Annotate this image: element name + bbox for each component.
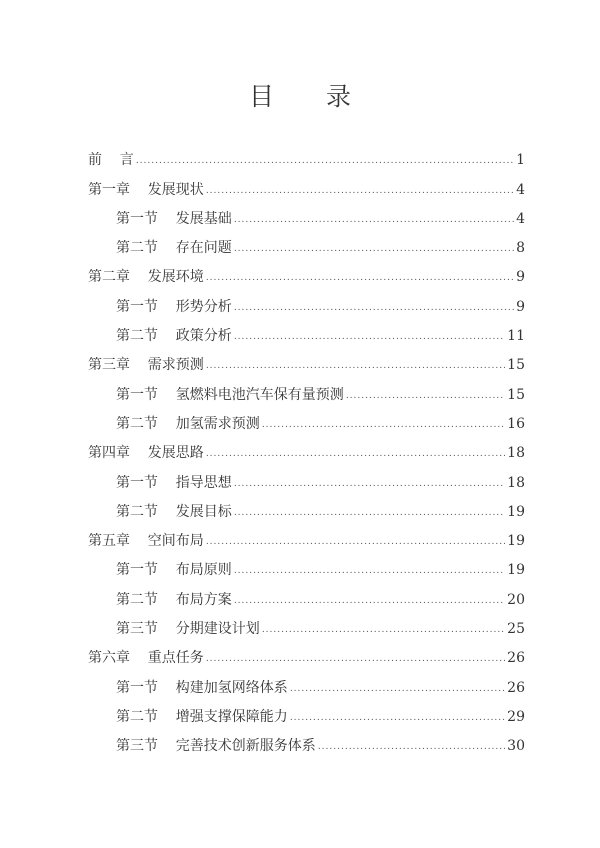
toc-entry[interactable] bbox=[88, 257, 525, 286]
toc-leader-dots bbox=[136, 157, 514, 166]
toc-entry-label: 第一节 氢燃料电池汽车保有量预测 bbox=[116, 386, 344, 403]
toc-leader-dots bbox=[206, 362, 505, 371]
toc-leader-dots bbox=[234, 480, 505, 489]
toc-entry[interactable] bbox=[88, 550, 525, 579]
toc-page-number: 16 bbox=[507, 415, 525, 432]
toc-entry-label: 第六章 重点任务 bbox=[88, 650, 204, 667]
toc-entry-label: 第一节 构建加氢网络体系 bbox=[116, 679, 288, 696]
toc-entry[interactable] bbox=[88, 638, 525, 667]
toc-leader-dots bbox=[234, 567, 505, 576]
toc-entry-label: 第二节 存在问题 bbox=[116, 240, 232, 257]
toc-leader-dots bbox=[290, 714, 505, 723]
toc-entry[interactable] bbox=[88, 697, 525, 726]
toc-leader-dots bbox=[206, 187, 514, 196]
toc-entry-label: 第二节 布局方案 bbox=[116, 591, 232, 608]
toc-entry[interactable] bbox=[88, 404, 525, 433]
toc-page-number: 26 bbox=[507, 650, 525, 667]
toc-entry[interactable] bbox=[88, 667, 525, 696]
toc-page-number: 4 bbox=[516, 210, 525, 227]
toc-entry[interactable] bbox=[88, 345, 525, 374]
toc-leader-dots bbox=[206, 274, 514, 283]
toc-leader-dots bbox=[234, 245, 514, 254]
toc-entry[interactable] bbox=[88, 199, 525, 228]
toc-entry-label: 第二章 发展环境 bbox=[88, 269, 204, 286]
toc-leader-dots bbox=[234, 304, 514, 313]
toc-leader-dots bbox=[234, 333, 505, 342]
toc-entry[interactable] bbox=[88, 521, 525, 550]
toc-leader-dots bbox=[262, 626, 505, 635]
toc-entry-label: 第二节 加氢需求预测 bbox=[116, 415, 260, 432]
toc-page-number: 19 bbox=[507, 533, 525, 550]
toc-page-number: 15 bbox=[507, 386, 525, 403]
toc-entry[interactable] bbox=[88, 579, 525, 608]
toc-page-number: 11 bbox=[507, 328, 525, 345]
toc-page-number: 15 bbox=[507, 357, 525, 374]
toc-entry[interactable] bbox=[88, 374, 525, 403]
toc-entry[interactable] bbox=[88, 228, 525, 257]
table-of-contents bbox=[88, 140, 525, 755]
toc-page-number: 18 bbox=[507, 445, 525, 462]
toc-entry-label: 第二节 政策分析 bbox=[116, 328, 232, 345]
toc-page-number: 29 bbox=[507, 708, 525, 725]
toc-entry-label: 第一节 布局原则 bbox=[116, 562, 232, 579]
toc-entry-label: 第三节 分期建设计划 bbox=[116, 621, 260, 638]
toc-entry[interactable] bbox=[88, 140, 525, 169]
toc-entry-label: 第一节 形势分析 bbox=[116, 298, 232, 315]
toc-page-number: 26 bbox=[507, 679, 525, 696]
toc-page-number: 9 bbox=[516, 269, 525, 286]
page-title: 目 录 bbox=[249, 82, 373, 111]
toc-entry-label: 第二节 发展目标 bbox=[116, 503, 232, 520]
toc-leader-dots bbox=[346, 392, 505, 401]
toc-entry-label: 第一节 发展基础 bbox=[116, 210, 232, 227]
toc-entry[interactable] bbox=[88, 609, 525, 638]
toc-page-number: 9 bbox=[516, 298, 525, 315]
toc-entry-label: 第一章 发展现状 bbox=[88, 181, 204, 198]
toc-page-number: 19 bbox=[507, 503, 525, 520]
toc-leader-dots bbox=[234, 216, 514, 225]
toc-page-number: 4 bbox=[516, 181, 525, 198]
toc-entry-label: 第一节 指导思想 bbox=[116, 474, 232, 491]
toc-entry[interactable] bbox=[88, 316, 525, 345]
toc-leader-dots bbox=[206, 538, 505, 547]
toc-leader-dots bbox=[206, 450, 505, 459]
toc-leader-dots bbox=[290, 685, 505, 694]
toc-page-number: 1 bbox=[516, 152, 525, 169]
toc-entry-label: 第三章 需求预测 bbox=[88, 357, 204, 374]
toc-entry-label: 前 言 bbox=[88, 152, 134, 169]
toc-entry-label: 第三节 完善技术创新服务体系 bbox=[116, 738, 316, 755]
toc-entry[interactable] bbox=[88, 492, 525, 521]
toc-page-number: 25 bbox=[507, 621, 525, 638]
toc-entry[interactable] bbox=[88, 462, 525, 491]
toc-entry-label: 第二节 增强支撑保障能力 bbox=[116, 708, 288, 725]
toc-page-number: 20 bbox=[507, 591, 525, 608]
toc-entry[interactable] bbox=[88, 433, 525, 462]
toc-leader-dots bbox=[262, 421, 505, 430]
toc-leader-dots bbox=[234, 597, 505, 606]
toc-entry[interactable] bbox=[88, 726, 525, 755]
toc-entry-label: 第五章 空间布局 bbox=[88, 533, 204, 550]
toc-page-number: 18 bbox=[507, 474, 525, 491]
toc-entry[interactable] bbox=[88, 286, 525, 315]
toc-page-number: 8 bbox=[516, 240, 525, 257]
toc-leader-dots bbox=[206, 655, 505, 664]
toc-page-number: 30 bbox=[507, 738, 525, 755]
toc-page-number: 19 bbox=[507, 562, 525, 579]
toc-leader-dots bbox=[234, 509, 505, 518]
toc-leader-dots bbox=[318, 743, 505, 752]
toc-entry-label: 第四章 发展思路 bbox=[88, 445, 204, 462]
toc-entry[interactable] bbox=[88, 169, 525, 198]
